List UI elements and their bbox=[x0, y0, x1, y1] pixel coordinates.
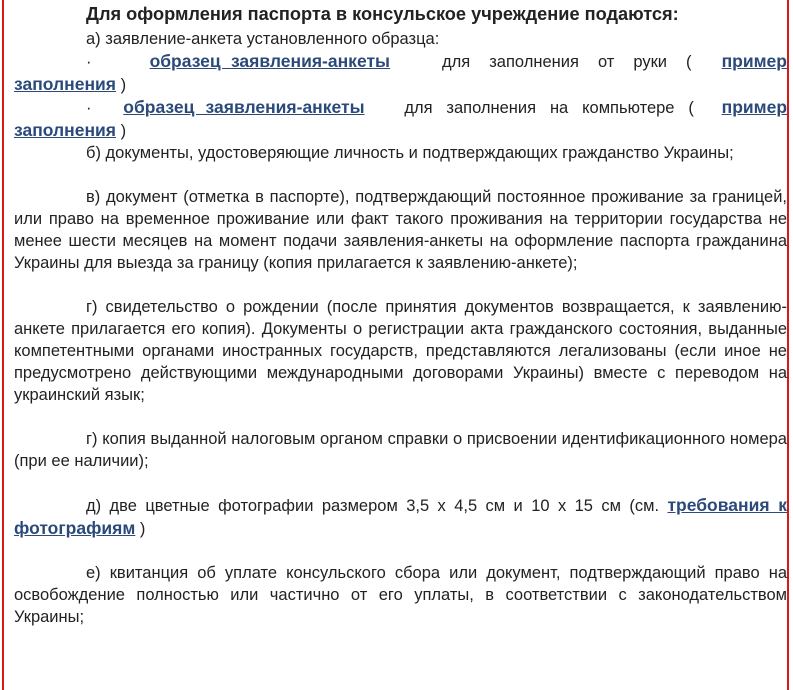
example-handwritten-link-2[interactable]: заполнения bbox=[14, 74, 116, 94]
bullet-computer-text: для заполнения на компьютере ( bbox=[404, 99, 694, 117]
example-computer-link-1[interactable]: пример bbox=[721, 97, 788, 117]
item-d bbox=[14, 494, 787, 540]
application-form-handwritten-link[interactable]: образец заявления-анкеты bbox=[149, 51, 390, 71]
application-form-computer-link[interactable]: образец заявления-анкеты bbox=[123, 97, 365, 117]
bullet-handwritten-text: для заполнения от руки ( bbox=[442, 53, 692, 71]
example-handwritten-link-1[interactable]: пример bbox=[721, 51, 787, 71]
bullet-handwritten bbox=[14, 50, 787, 96]
item-d-close: ) bbox=[139, 520, 146, 538]
photo-requirements-link[interactable]: требования к фотографиям bbox=[14, 495, 787, 538]
page-heading: Для оформления паспорта в консульское учреждение подаются: bbox=[86, 4, 679, 24]
item-d-text: д) две цветные фотографии размером 3,5 х 4,5 см и 10 х 15 см (см. bbox=[86, 497, 660, 515]
item-g-birth-certificate: г) свидетельство о рождении (после принятия документов возвращается, к заявлению-анкете прилагается его копия). Документы о регистрации акта гражданского состояния, выданные компетентными органами иностранных государств, представляются легализованы (если иное не предусмотрено действующими международными договорами Украины) вместе с переводом на украинский язык; bbox=[14, 298, 787, 404]
item-e: е) квитанция об уплате консульского сбора или документ, подтверждающий право на освобождение полностью или частично от его уплаты, в соответствии с законодательством Украины; bbox=[14, 564, 787, 626]
example-computer-link-2[interactable]: заполнения bbox=[14, 120, 116, 140]
item-g-tax-number: г) копия выданной налоговым органом справки о присвоении идентификационного номера (при ее наличии); bbox=[14, 430, 787, 470]
main-content bbox=[14, 0, 787, 628]
item-v: в) документ (отметка в паспорте), подтверждающий постоянное проживание за границей, или право на временное проживание или факт такого проживания на территории государства не менее шести месяцев на момент подачи заявления-анкеты на оформление паспорта гражданина Украины для выезда за границу (копия прилагается к заявлению-анкете); bbox=[14, 188, 787, 272]
item-a: а) заявление-анкета установленного образца: bbox=[86, 30, 440, 48]
bullet-computer bbox=[14, 96, 787, 142]
bullet-dot: · bbox=[86, 53, 92, 71]
bullet-close: ) bbox=[120, 122, 127, 140]
bullet-close: ) bbox=[120, 76, 127, 94]
item-b: б) документы, удостоверяющие личность и подтверждающих гражданство Украины; bbox=[86, 144, 734, 162]
bullet-dot: · bbox=[86, 99, 92, 117]
